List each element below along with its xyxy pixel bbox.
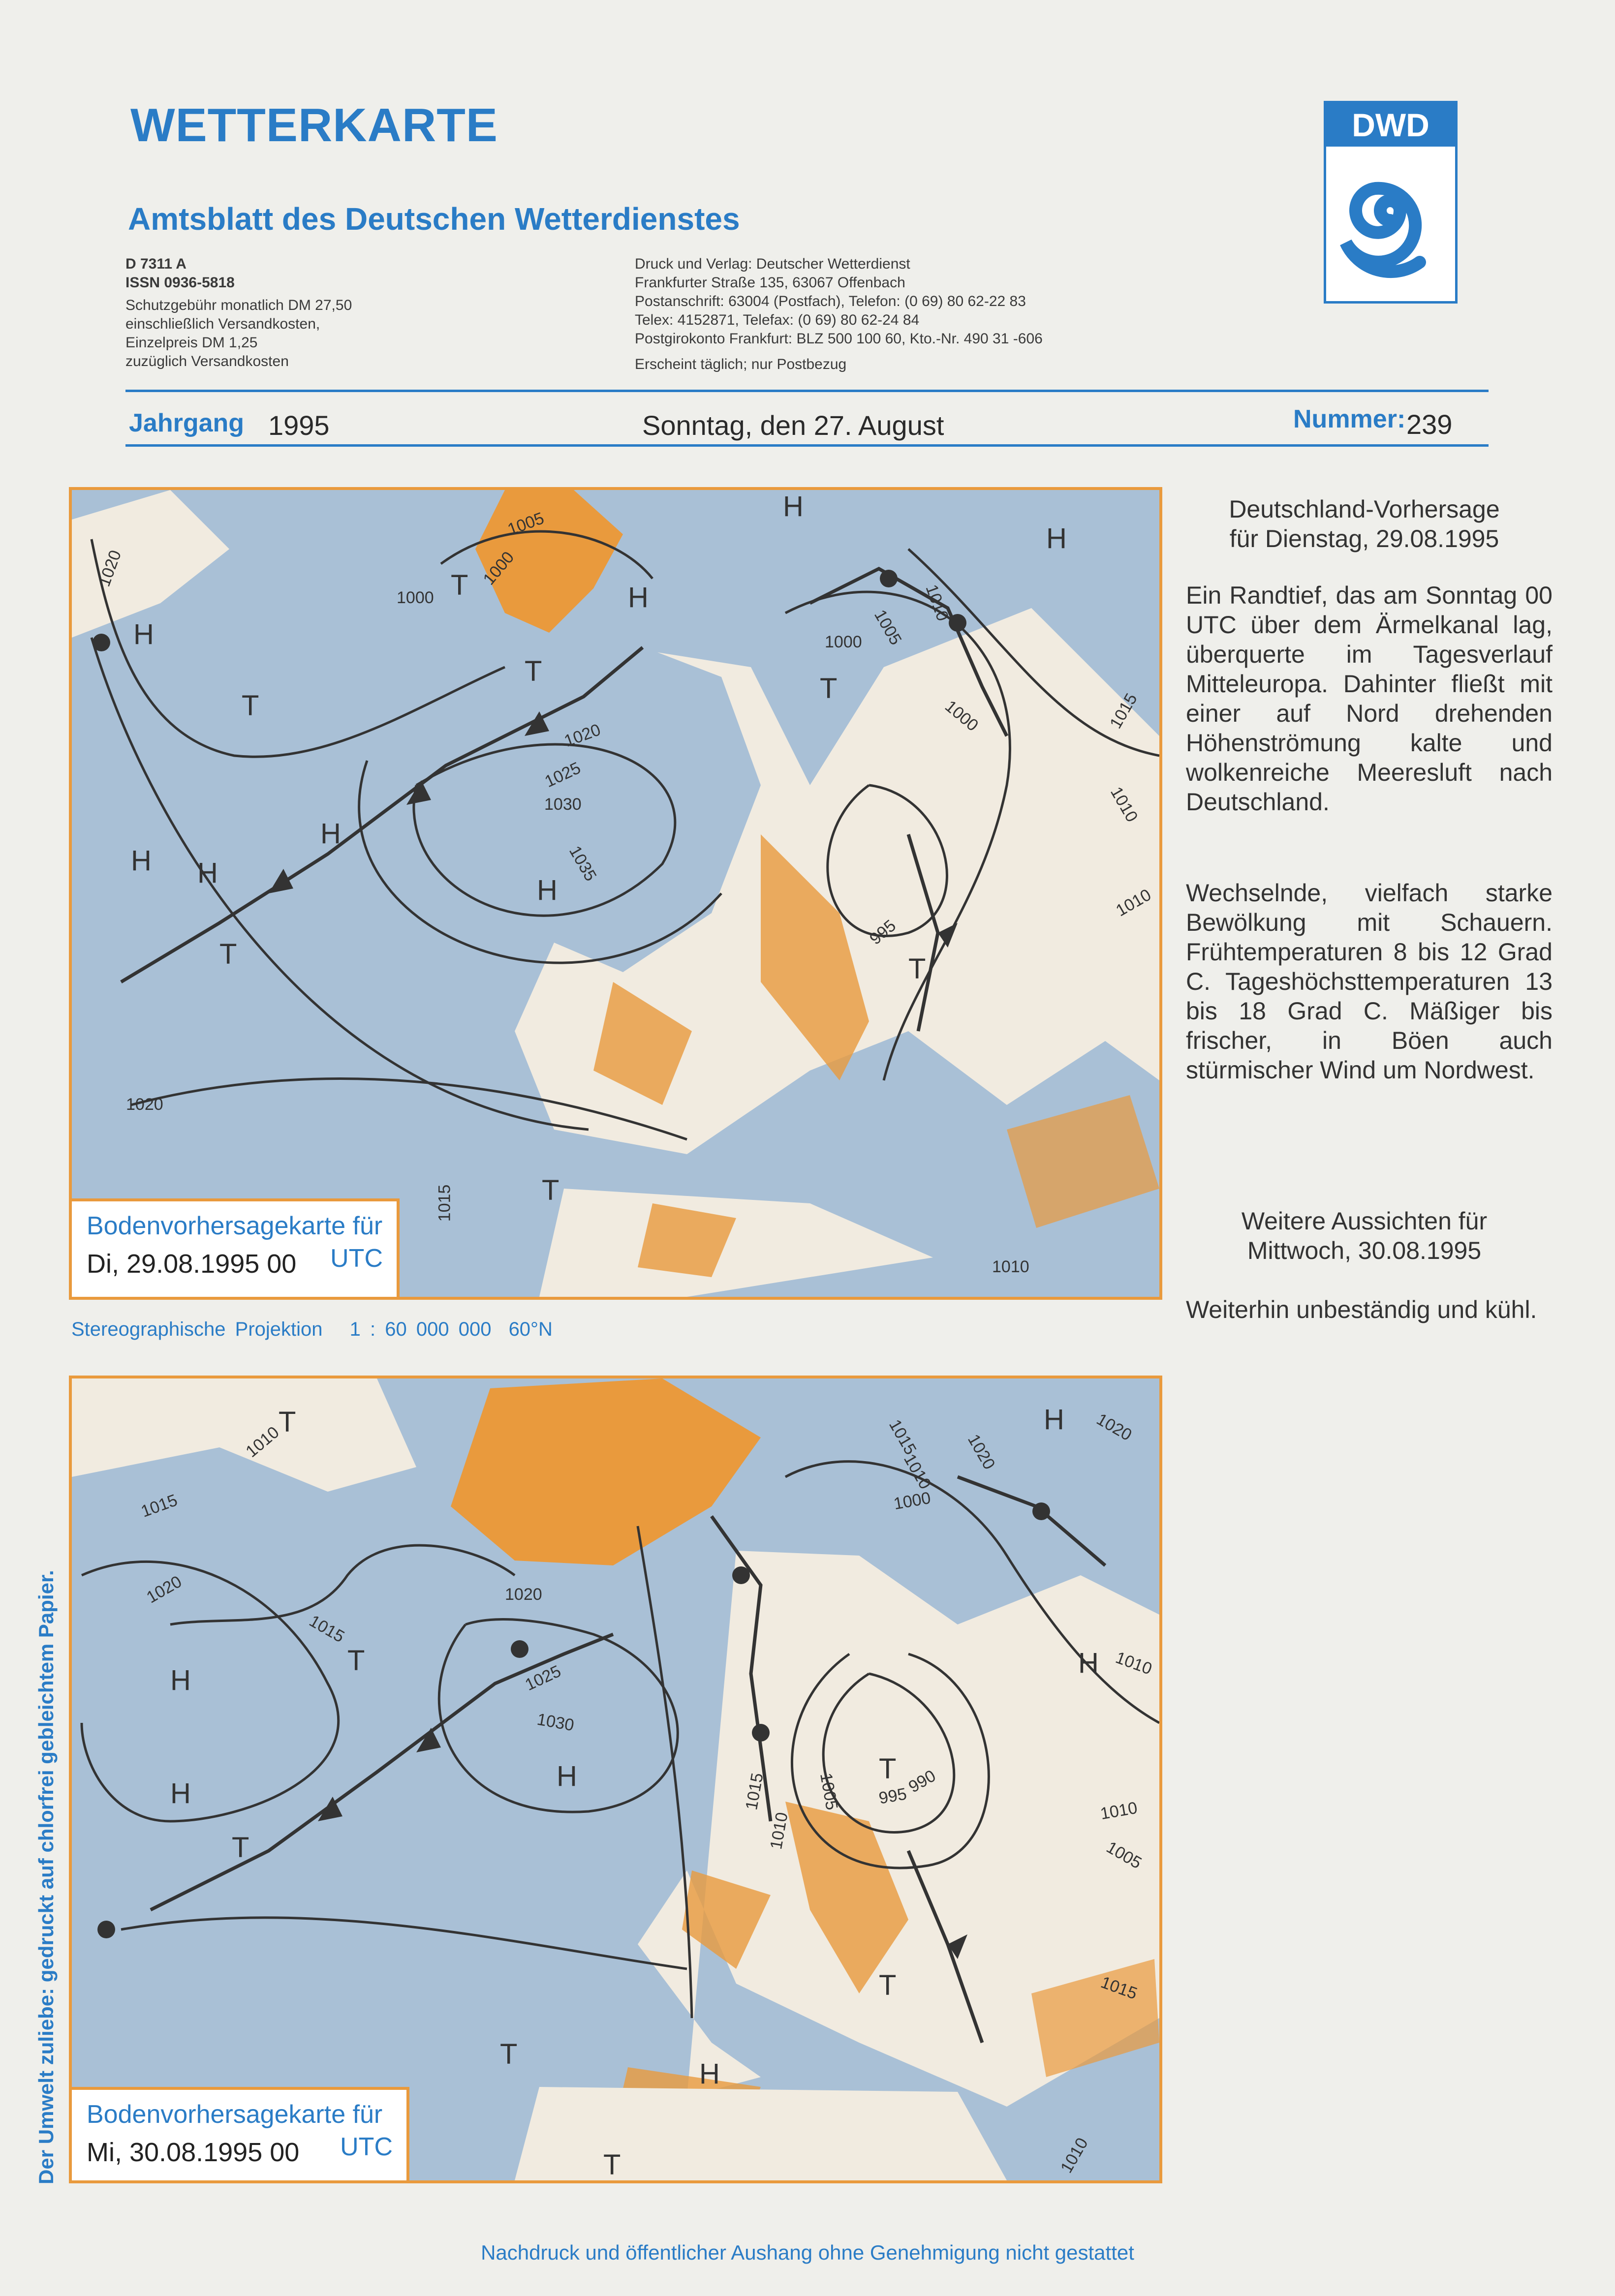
isobar-label: 1005	[1103, 1837, 1145, 1873]
divider	[125, 444, 1489, 447]
isobar-label: 1015	[885, 1416, 920, 1458]
isobar-label: 1015	[435, 1184, 454, 1222]
pressure-low-label: T	[879, 1753, 897, 1785]
isobar-label: 1005	[816, 1771, 841, 1811]
pressure-low-label: T	[603, 2149, 621, 2181]
map-2-caption	[69, 2087, 409, 2183]
pressure-high-label: H	[537, 874, 558, 906]
isobar-label: 1020	[1093, 1409, 1135, 1445]
info-line: ISSN 0936-5818	[125, 275, 235, 291]
divider	[125, 390, 1489, 392]
isobar-label: 1015	[742, 1771, 767, 1811]
isobar-label: 1010	[767, 1810, 792, 1851]
pressure-low-label: T	[542, 1174, 559, 1206]
outlook-text: Weiterhin unbeständig und kühl.	[1186, 1296, 1537, 1323]
info-line: Postanschrift: 63004 (Postfach), Telefon: (0 69) 80 62-22 83	[635, 293, 1026, 309]
isobar-label: 1005	[870, 606, 905, 648]
projection-name: Stereographische Projektion	[71, 1318, 323, 1340]
dwd-logo	[1324, 101, 1458, 304]
page-title: WETTERKARTE	[130, 99, 498, 152]
isobar-label: 1020	[963, 1431, 999, 1473]
jahrgang-value: 1995	[268, 410, 330, 441]
isobar-label: 1000	[397, 588, 434, 607]
pressure-low-label: T	[232, 1832, 249, 1864]
pressure-low-label: T	[820, 673, 838, 704]
projection-info	[71, 1318, 553, 1341]
isobar-label: 1015	[1106, 690, 1141, 732]
isobar-label: 1020	[505, 1585, 542, 1604]
isobar-label: 1015	[306, 1611, 348, 1647]
isobar-label: 1020	[561, 720, 603, 751]
outlook-heading-line: Mittwoch, 30.08.1995	[1247, 1237, 1482, 1264]
isobar-label: 1010	[1113, 885, 1154, 920]
weather-map-2	[69, 1376, 1162, 2183]
forecast-paragraph-2: Wechselnde, vielfach starke Bewölkung mit Schauern. Frühtemperaturen 8 bis 12 Grad C. Tageshöchsttemperaturen 13 bis 18 Grad C. Mäßiger bis frischer, in Böen auch stürmischer Wind um Nordwest.	[1186, 879, 1553, 1084]
pressure-high-label: H	[1078, 1647, 1099, 1679]
isobar-label: 995	[866, 916, 900, 949]
isobar-label: 1025	[522, 1661, 564, 1695]
forecast-heading-line: für Dienstag, 29.08.1995	[1229, 525, 1499, 552]
projection-latitude: 60°N	[508, 1318, 553, 1340]
publication-info-left	[125, 255, 352, 371]
info-line: einschließlich Versandkosten,	[125, 316, 320, 332]
pressure-high-label: H	[1044, 1404, 1064, 1436]
info-line: D 7311 A	[125, 256, 186, 272]
isobar-label: 1035	[565, 842, 600, 885]
isobar-label: 1020	[143, 1572, 185, 1607]
isobar-label: 1010	[900, 1450, 935, 1493]
isobar-label: 1030	[544, 795, 582, 814]
pressure-high-label: H	[699, 2058, 720, 2090]
dwd-logo-label: DWD	[1326, 103, 1455, 147]
pressure-high-label: H	[170, 1664, 191, 1696]
environment-note: Der Umwelt zuliebe: gedruckt auf chlorfrei gebleichtem Papier.	[34, 1570, 58, 2184]
weather-map-1	[69, 487, 1162, 1300]
caption-title: Bodenvorhersagekarte für	[87, 2100, 383, 2129]
pressure-high-label: H	[783, 490, 804, 522]
info-line: Postgirokonto Frankfurt: BLZ 500 100 60, Kto.-Nr. 490 31 -606	[635, 331, 1043, 347]
pressure-high-label: H	[170, 1777, 191, 1809]
isobar-label: 1015	[1098, 1973, 1140, 2003]
isobar-label: 1020	[126, 1095, 163, 1114]
isobar-label: 1010	[1099, 1798, 1139, 1824]
isobar-label: 1010	[1113, 1648, 1155, 1679]
isobar-label: 1005	[505, 509, 547, 539]
isobar-label: 1000	[941, 697, 982, 735]
forecast-heading	[1181, 494, 1548, 553]
map-1-labels	[72, 490, 1159, 1297]
caption-title: Bodenvorhersagekarte für	[87, 1212, 383, 1240]
pressure-low-label: T	[879, 1969, 897, 2001]
isobar-label: 1010	[922, 582, 953, 624]
isobar-label: 990	[905, 1766, 939, 1797]
page-subtitle: Amtsblatt des Deutschen Wetterdienstes	[128, 201, 740, 237]
outlook-heading	[1181, 1206, 1548, 1265]
isobar-label: 1015	[138, 1491, 180, 1521]
pressure-low-label: T	[500, 2038, 518, 2070]
pressure-low-label: T	[908, 953, 926, 985]
isobar-label: 1000	[892, 1488, 932, 1514]
forecast-paragraph-1: Ein Randtief, das am Sonntag 00 UTC über dem Ärmelkanal lag, überquerte im Tagesverlauf Mitteleuropa. Dahinter fließt mit einer auf Nord drehenden Höhenströmung kalte und wolkenreiche Meeresluft nach Deutschland.	[1186, 582, 1553, 816]
pressure-high-label: H	[1046, 522, 1067, 554]
map-1-caption	[69, 1198, 400, 1300]
forecast-heading-line: Deutschland-Vorhersage	[1229, 495, 1500, 523]
footer-note: Nachdruck und öffentlicher Aushang ohne Genehmigung nicht gestattet	[481, 2241, 1134, 2264]
caption-date: Di, 29.08.1995 00	[87, 1249, 297, 1279]
pressure-high-label: H	[131, 845, 152, 877]
issue-date: Sonntag, den 27. August	[642, 410, 944, 441]
info-line: Druck und Verlag: Deutscher Wetterdienst	[635, 256, 910, 272]
pressure-low-label: T	[242, 690, 259, 722]
isobar-label: 1030	[535, 1710, 576, 1735]
pressure-high-label: H	[628, 582, 649, 613]
info-line: Frankfurter Straße 135, 63067 Offenbach	[635, 275, 905, 291]
caption-utc: UTC	[340, 2133, 393, 2161]
isobar-label: 995	[877, 1784, 908, 1808]
pressure-high-label: H	[133, 618, 154, 650]
pressure-low-label: T	[525, 655, 542, 687]
pressure-high-label: H	[197, 857, 218, 889]
pressure-low-label: T	[219, 938, 237, 970]
isobar-label: 1000	[479, 548, 518, 589]
isobar-label: 1010	[1057, 2134, 1092, 2176]
projection-scale: 1 : 60 000 000	[349, 1318, 492, 1340]
caption-utc: UTC	[330, 1244, 383, 1273]
isobar-label: 1010	[1106, 783, 1142, 826]
caption-date: Mi, 30.08.1995 00	[87, 2138, 300, 2167]
info-line: Telex: 4152871, Telefax: (0 69) 80 62-24 84	[635, 312, 920, 328]
info-line: Erscheint täglich; nur Postbezug	[635, 356, 847, 372]
pressure-high-label: H	[557, 1760, 577, 1792]
publication-info-right	[635, 255, 1043, 374]
isobar-label: 1025	[542, 758, 584, 792]
isobar-label: 1010	[992, 1257, 1029, 1276]
pressure-low-label: T	[347, 1645, 365, 1677]
nummer-label: Nummer:	[1293, 405, 1406, 433]
jahrgang-label: Jahrgang	[129, 409, 245, 437]
pressure-low-label: T	[451, 569, 468, 601]
info-line: Schutzgebühr monatlich DM 27,50	[125, 297, 352, 313]
info-line: Einzelpreis DM 1,25	[125, 335, 258, 351]
map-2-labels	[72, 1378, 1159, 2180]
isobar-label: 1000	[825, 633, 862, 651]
isobar-label: 1010	[242, 1423, 283, 1461]
pressure-high-label: H	[320, 818, 341, 850]
outlook-heading-line: Weitere Aussichten für	[1241, 1207, 1488, 1235]
info-line: zuzüglich Versandkosten	[125, 353, 289, 369]
nummer-value: 239	[1406, 409, 1453, 440]
pressure-low-label: T	[279, 1406, 296, 1438]
swirl-icon	[1326, 147, 1455, 299]
isobar-label: 1020	[94, 548, 125, 589]
